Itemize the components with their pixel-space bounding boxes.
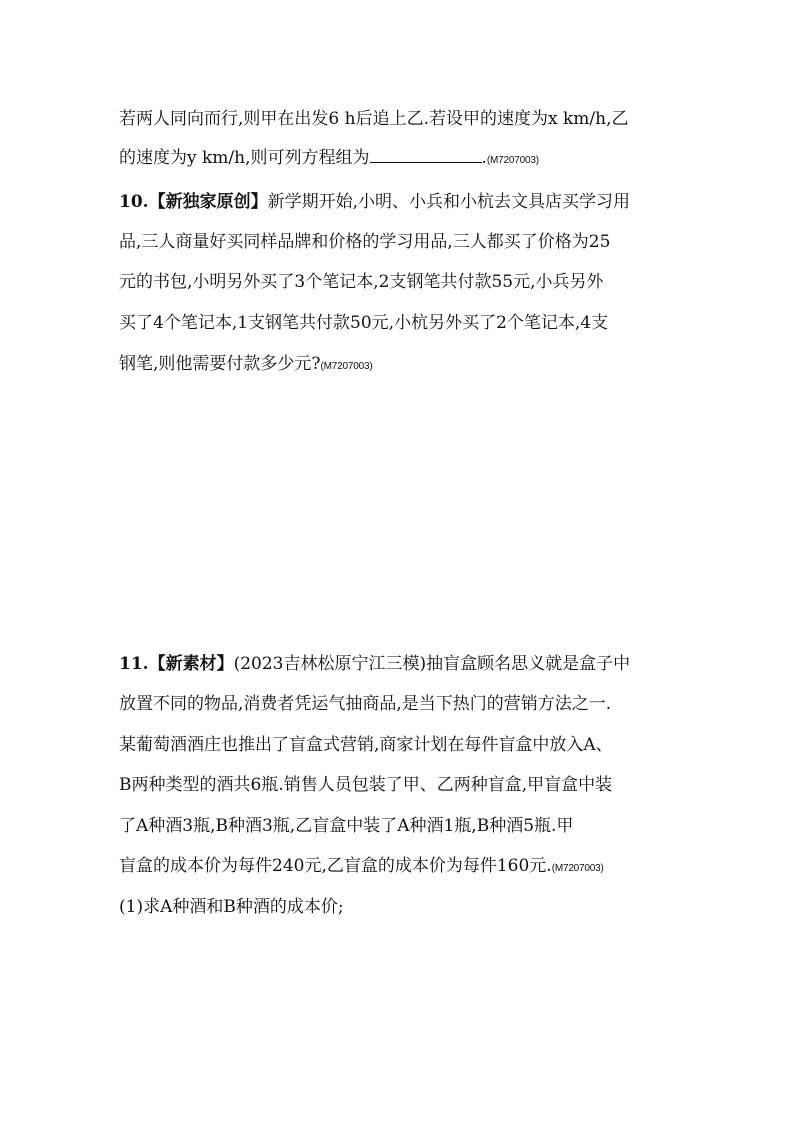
q9-text: . <box>481 148 487 168</box>
q11-text: 盲盒的成本价为每件240元,乙盲盒的成本价为每件160元. <box>119 856 552 876</box>
q11-text: 放置不同的物品,消费者凭运气抽商品,是当下热门的营销方法之一. <box>119 694 612 714</box>
q11-text: 某葡萄酒酒庄也推出了盲盒式营销,商家计划在每件盲盒中放入A、 <box>119 735 613 755</box>
q10-line-3 <box>119 270 603 294</box>
q10-line-5 <box>119 352 372 379</box>
q11-text: B两种类型的酒共6瓶.销售人员包装了甲、乙两种盲盒,甲盲盒中装 <box>119 775 613 795</box>
q11-line-5 <box>119 814 573 838</box>
q11-line-3 <box>119 733 613 757</box>
answer-blank[interactable] <box>370 146 482 163</box>
q10-text: 钢笔,则他需要付款多少元? <box>119 354 321 374</box>
subquestion-text: (1)求A种酒和B种酒的成本价; <box>119 897 344 917</box>
q11-line-4 <box>119 773 612 797</box>
q10-line-1 <box>119 190 630 214</box>
q9-line-1 <box>119 107 628 131</box>
q9-line-2 <box>119 146 539 173</box>
question-code: (M7207003) <box>551 863 604 874</box>
question-tag: 【新独家原创】 <box>148 192 268 212</box>
q10-text: 买了4个笔记本,1支钢笔共付款50元,小杭另外买了2个笔记本,4支 <box>119 313 609 333</box>
q11-line-2 <box>119 692 611 716</box>
q9-text: 的速度为y km/h,则可列方程组为 <box>119 148 370 168</box>
q11-line-1 <box>119 652 630 676</box>
q10-line-2 <box>119 230 610 254</box>
q10-line-4 <box>119 311 608 335</box>
q9-text: 若两人同向而行,则甲在出发6 h后追上乙.若设甲的速度为x km/h,乙 <box>119 109 629 129</box>
question-number: 10. <box>119 192 149 212</box>
q11-text: 了A种酒3瓶,B种酒3瓶,乙盲盒中装了A种酒1瓶,B种酒5瓶.甲 <box>119 816 574 836</box>
question-tag: 【新素材】 <box>148 654 234 674</box>
q11-text: (2023吉林松原宁江三模)抽盲盒顾名思义就是盒子中 <box>233 654 631 674</box>
q11-subquestion-1 <box>119 895 344 919</box>
q10-text: 元的书包,小明另外买了3个笔记本,2支钢笔共付款55元,小兵另外 <box>119 272 604 292</box>
question-code: (M7207003) <box>320 361 373 372</box>
q11-line-6 <box>119 854 604 881</box>
question-code: (M7207003) <box>486 155 539 166</box>
q10-text: 品,三人商量好买同样品牌和价格的学习用品,三人都买了价格为25 <box>119 232 611 252</box>
q10-text: 新学期开始,小明、小兵和小杭去文具店买学习用 <box>267 192 630 212</box>
question-number: 11. <box>119 654 149 674</box>
